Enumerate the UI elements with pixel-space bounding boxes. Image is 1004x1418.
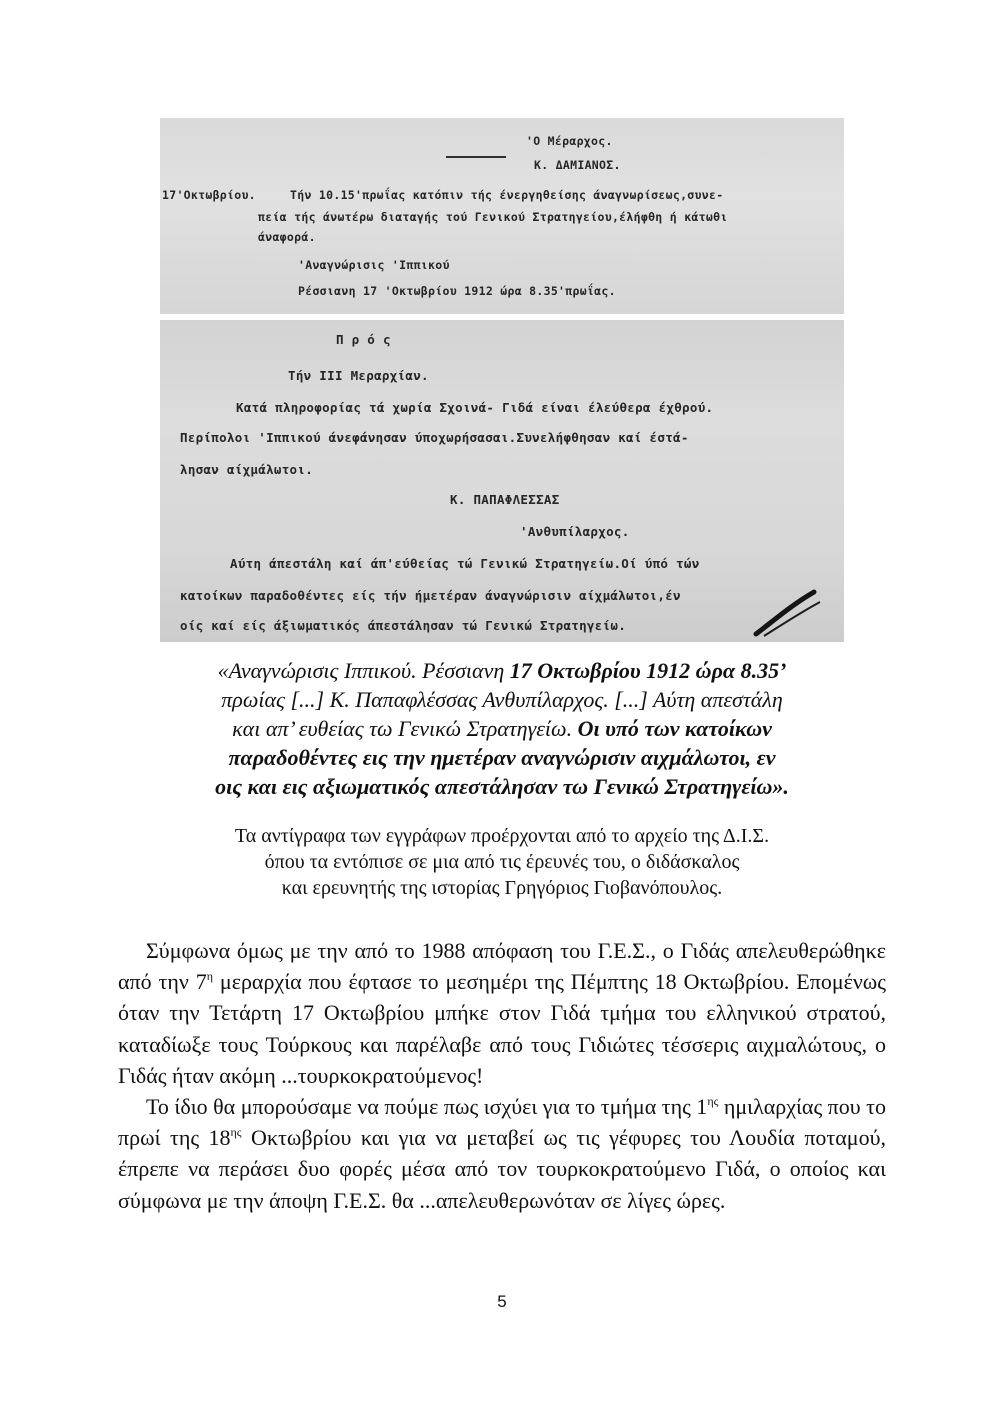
caption-bold: παραδοθέντες εις την ημετέραν αναγνώρισιν αιχμάλωτοι, εν bbox=[228, 745, 776, 770]
scan-line: 'Ο Μέραρχος. bbox=[526, 134, 613, 148]
scan-line: λησαν αίχμάλωτοι. bbox=[180, 462, 314, 477]
scan-line: Π ρ ό ς bbox=[336, 332, 391, 347]
page-number: 5 bbox=[497, 1292, 507, 1311]
paragraph-1 bbox=[118, 935, 886, 1091]
scan-line: 'Ανθυπίλαρχος. bbox=[520, 524, 630, 539]
scan-line: οίς καί είς άξιωματικός άπεστάλησαν τώ Γενικώ Στρατηγείω. bbox=[180, 618, 627, 633]
caption-bold: 17 Οκτωβρίου 1912 ώρα 8.35’ bbox=[509, 658, 787, 683]
paragraph-text: μεραρχία που έφτασε το μεσημέρι της Πέμπτης 18 Οκτωβρίου. Επομένως όταν την Τετάρτη 17 Οκτωβρίου μπήκε στον Γιδά τμήμα του ελληνικού στρατού, καταδίωξε τους Τούρκους και παρέλαβε από τους Γιδιώτες τέσσερις αιχμαλώτους, ο Γιδάς ήταν ακόμη ...τουρκοκρατούμενος! bbox=[118, 969, 886, 1088]
scan-line: 'Αναγνώρισις 'Ιππικού bbox=[298, 258, 450, 272]
scanned-document-1 bbox=[160, 118, 844, 314]
scanned-document-2 bbox=[160, 320, 844, 642]
scan-line: 17'Οκτωβρίου. bbox=[162, 188, 256, 202]
scan-line: Ρέσσιανη 17 'Οκτωβρίου 1912 ώρα 8.35'πρωΐας. bbox=[298, 284, 616, 298]
scan-line: Τήν III Μεραρχίαν. bbox=[288, 368, 429, 383]
pen-mark bbox=[750, 584, 830, 640]
scan-line: άναφορά. bbox=[258, 230, 316, 244]
caption-bold: οις και εις αξιωματικός απεστάλησαν τω Γενικώ Στρατηγείω». bbox=[215, 774, 789, 799]
superscript: ης bbox=[707, 1094, 719, 1109]
caption-text: «Αναγνώρισις Ιππικού. Ρέσσιανη bbox=[217, 658, 510, 683]
divider-rule bbox=[446, 156, 506, 158]
caption-text: και απ’ ευθείας τω Γενικώ Στρατηγείω. bbox=[232, 716, 578, 741]
source-line: όπου τα εντόπισε σε μια από τις έρευνές του, ο διδάσκαλος bbox=[264, 851, 740, 873]
scan-line: Κ. ΠΑΠΑΦΛΕΣΣΑΣ bbox=[450, 492, 560, 507]
scan-line: κατοίκων παραδοθέντες είς τήν ήμετέραν άναγνώρισιν αίχμάλωτοι,έν bbox=[180, 588, 681, 603]
caption-text: πρωίας [...] Κ. Παπαφλέσσας Ανθυπίλαρχος. [...] Αύτη απεστάλη bbox=[221, 687, 783, 712]
caption-bold: Οι υπό των κατοίκων bbox=[577, 716, 772, 741]
paragraph-2 bbox=[118, 1091, 886, 1216]
paragraph-text: Το ίδιο θα μπορούσαμε να πούμε πως ισχύει για το τμήμα της 1 bbox=[146, 1094, 708, 1120]
paragraph-text: ημιλαρχίας που το πρωί της 18 bbox=[118, 1094, 886, 1151]
source-line: και ερευνητής της ιστορίας Γρηγόριος Γιοβανόπουλος. bbox=[281, 877, 723, 899]
scan-line: Περίπολοι 'Ιππικού άνεφάνησαν ύποχωρήσασαι.Συνελήφθησαν καί έστά- bbox=[180, 430, 689, 445]
paragraph-text: Σύμφωνα όμως με την από το 1988 απόφαση του Γ.Ε.Σ., ο Γιδάς απελευθερώθηκε από την 7 bbox=[118, 938, 886, 995]
scan-line: Κ. ΔΑΜΙΑΝΟΣ. bbox=[534, 158, 621, 172]
paragraph-text: Οκτωβρίου και για να μεταβεί ως τις γέφυρες του Λουδία ποταμού, έπρεπε να περάσει δυο φορές μέσα από τον τουρκοκρατούμενο Γιδά, ο οποίος και σύμφωνα με την άποψη Γ.Ε.Σ. θα ...απελευθερωνόταν σε λίγες ώρες. bbox=[118, 1125, 886, 1213]
scan-line: Αύτη άπεστάλη καί άπ'εύθείας τώ Γενικώ Στρατηγείω.Οί ύπό τών bbox=[230, 556, 700, 571]
source-note bbox=[120, 823, 884, 901]
scan-line: Τήν 10.15'πρωΐας κατόπιν τής ένεργηθείσης άναγνωρίσεως,συνε- bbox=[290, 188, 724, 202]
scan-line: Κατά πληροφορίας τά χωρία Σχοινά- Γιδά είναι έλεύθερα έχθρού. bbox=[236, 400, 714, 415]
scan-line: πεία τής άνωτέρω διαταγής τού Γενικού Στρατηγείου,έλήφθη ή κάτωθι bbox=[258, 210, 728, 224]
document-caption bbox=[120, 656, 884, 801]
superscript: η bbox=[206, 969, 214, 984]
body-text bbox=[118, 935, 886, 1216]
superscript: ης bbox=[230, 1125, 242, 1140]
source-line: Τα αντίγραφα των εγγράφων προέρχονται από το αρχείο της Δ.Ι.Σ. bbox=[234, 825, 770, 847]
